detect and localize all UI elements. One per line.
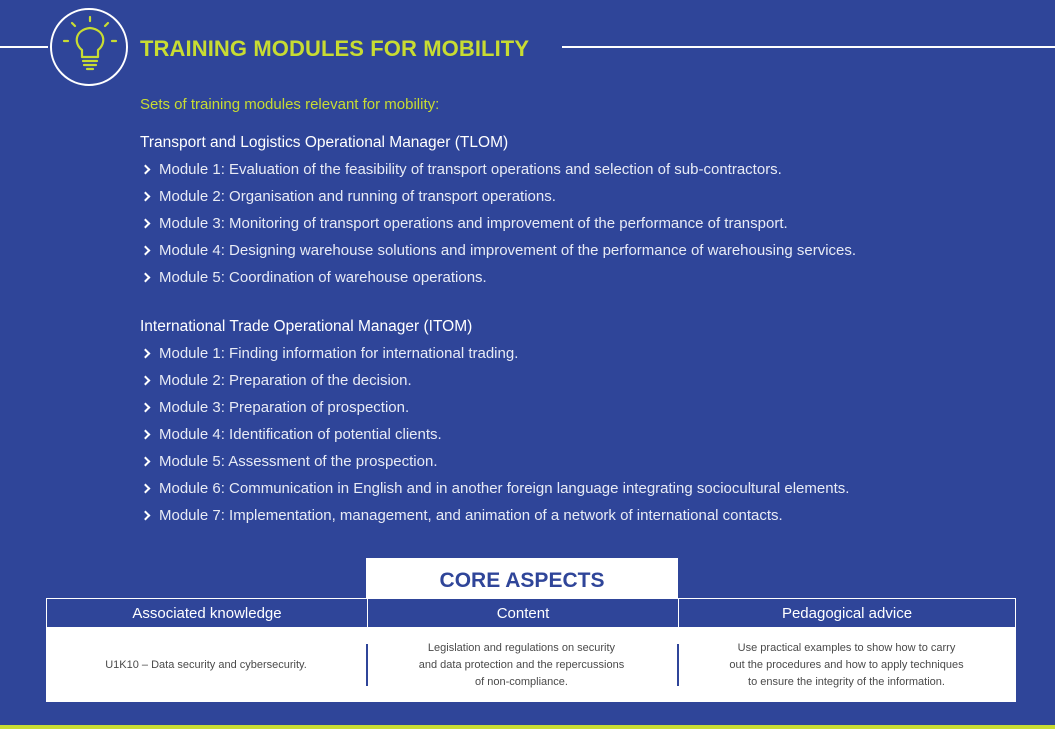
advice-line: Use practical examples to show how to carry	[737, 641, 956, 654]
column-divider	[366, 644, 368, 686]
core-aspects-table	[46, 598, 1016, 702]
module-text: Module 4: Designing warehouse solutions and improvement of the performance of warehousing services.	[159, 242, 857, 259]
list-item	[140, 448, 849, 475]
column-divider	[677, 644, 679, 686]
module-text: Module 6: Communication in English and in another foreign language integrating sociocultural elements.	[159, 480, 850, 497]
module-text: Module 2: Preparation of the decision.	[159, 372, 412, 389]
module-text: Module 1: Evaluation of the feasibility of transport operations and selection of sub-contractors.	[159, 161, 782, 178]
footer-accent-bar	[0, 725, 1055, 729]
chevron-right-icon	[141, 511, 151, 521]
cell-knowledge	[46, 628, 366, 702]
content-line: of non-compliance.	[475, 675, 568, 688]
list-item	[140, 421, 849, 448]
list-item	[140, 210, 856, 237]
module-text: Module 1: Finding information for international trading.	[159, 345, 519, 362]
table-header	[46, 598, 1016, 628]
list-item	[140, 394, 849, 421]
section-title-itom: International Trade Operational Manager (ITOM)	[140, 318, 473, 335]
module-text: Module 5: Assessment of the prospection.	[159, 453, 438, 470]
header-pedagogical-advice: Pedagogical advice	[678, 599, 1015, 627]
chevron-right-icon	[141, 273, 151, 283]
chevron-right-icon	[141, 219, 151, 229]
advice-line: to ensure the integrity of the information.	[748, 675, 945, 688]
module-text: Module 7: Implementation, management, and animation of a network of international contacts.	[159, 507, 783, 524]
list-item	[140, 183, 856, 210]
chevron-right-icon	[141, 430, 151, 440]
module-text: Module 3: Monitoring of transport operations and improvement of the performance of transport.	[159, 215, 788, 232]
chevron-right-icon	[141, 349, 151, 359]
list-item	[140, 475, 849, 502]
chevron-right-icon	[141, 403, 151, 413]
cell-content	[366, 628, 677, 702]
knowledge-text: U1K10 – Data security and cybersecurity.	[105, 658, 307, 671]
content-line: Legislation and regulations on security	[427, 641, 616, 654]
header-rule-right	[562, 46, 1055, 48]
module-text: Module 3: Preparation of prospection.	[159, 399, 410, 416]
list-item	[140, 340, 849, 367]
module-text: Module 2: Organisation and running of transport operations.	[159, 188, 556, 205]
advice-line: out the procedures and how to apply techniques	[729, 658, 964, 671]
page-title: TRAINING MODULES FOR MOBILITY	[140, 36, 530, 61]
chevron-right-icon	[141, 246, 151, 256]
chevron-right-icon	[141, 192, 151, 202]
module-list-itom	[140, 340, 849, 529]
table-row	[46, 628, 1016, 702]
module-text: Module 5: Coordination of warehouse operations.	[159, 269, 487, 286]
chevron-right-icon	[141, 376, 151, 386]
content-line: and data protection and the repercussions	[418, 658, 625, 671]
list-item	[140, 502, 849, 529]
header-rule-left	[0, 46, 48, 48]
header-associated-knowledge: Associated knowledge	[132, 604, 282, 622]
list-item	[140, 237, 856, 264]
core-aspects-title: CORE ASPECTS	[366, 558, 678, 600]
chevron-right-icon	[141, 165, 151, 175]
list-item	[140, 156, 856, 183]
intro-text: Sets of training modules relevant for mobility:	[140, 96, 440, 113]
module-text: Module 4: Identification of potential clients.	[159, 426, 442, 443]
module-list-tlom	[140, 156, 856, 291]
cell-advice	[677, 628, 1016, 702]
lightbulb-icon	[58, 14, 122, 78]
chevron-right-icon	[141, 484, 151, 494]
section-title-tlom: Transport and Logistics Operational Manager (TLOM)	[140, 134, 509, 151]
list-item	[140, 264, 856, 291]
chevron-right-icon	[141, 457, 151, 467]
header-content: Content	[367, 599, 678, 627]
list-item	[140, 367, 849, 394]
